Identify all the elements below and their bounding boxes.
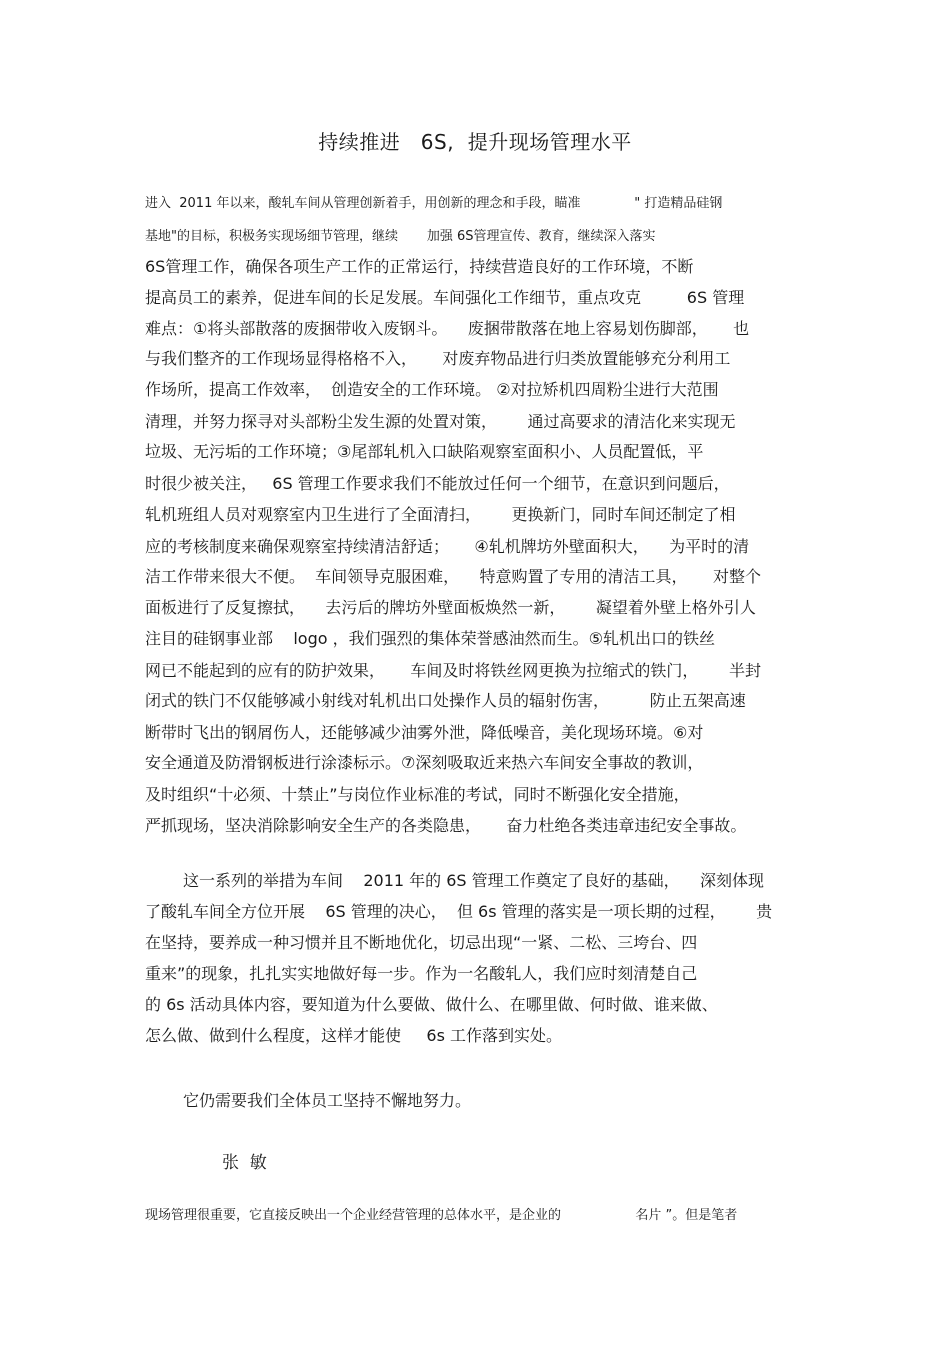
paragraph-line: 网已不能起到的应有的防护效果， 车间及时将铁丝网更换为拉缩式的铁门， 半封 [145, 661, 761, 680]
paragraph-line: 在坚持，要养成一种习惯并且不断地优化，切忌出现“一紧、二松、三垮台、四 [145, 933, 698, 952]
paragraph-line: 洁工作带来很大不便。 车间领导克服困难， 特意购置了专用的清洁工具， 对整个 [145, 567, 761, 586]
paragraph-line: 6S管理工作，确保各项生产工作的正常运行，持续营造良好的工作环境，不断 [145, 257, 694, 276]
paragraph-line: 的 6s 活动具体内容，要知道为什么要做、做什么、在哪里做、何时做、谁来做、 [145, 995, 718, 1014]
paragraph-line: 基地"的目标，积极务实现场细节管理，继续 加强 6S管理宣传、教育，继续深入落实 [145, 229, 656, 244]
paragraph-line: 及时组织“十必须、十禁止”与岗位作业标准的考试，同时不断强化安全措施， [145, 785, 690, 804]
paragraph-line: 怎么做、做到什么程度，这样才能使 6s 工作落到实处。 [145, 1026, 563, 1045]
paragraph-line: 严抓现场，坚决消除影响安全生产的各类隐患， 奋力杜绝各类违章违纪安全事故。 [145, 816, 747, 835]
paragraph-line: 提高员工的素养，促进车间的长足发展。车间强化工作细节，重点攻克 6S 管理 [145, 288, 745, 307]
paragraph-line: 安全通道及防滑钢板进行涂漆标示。⑦深刻吸取近来热六车间安全事故的教训， [145, 753, 704, 772]
paragraph-line: 进入 2011 年以来，酸轧车间从管理创新着手，用创新的理念和手段，瞄准 " 打造精品硅钢 [145, 196, 723, 211]
paragraph-4: 现场管理很重要，它直接反映出一个企业经营管理的总体水平，是企业的 名片 ”。但是笔者 [145, 1208, 738, 1223]
document-title: 持续推进 6S, 提升现场管理水平 [318, 130, 632, 154]
paragraph-line: 时很少被关注， 6S 管理工作要求我们不能放过任何一个细节，在意识到问题后， [145, 474, 730, 493]
paragraph-line: 闭式的铁门不仅能够减小射线对轧机出口处操作人员的辐射伤害， 防止五架高速 [145, 691, 746, 710]
paragraph-line: 应的考核制度来确保观察室持续清洁舒适； ④轧机牌坊外壁面积大， 为平时的清 [145, 537, 750, 556]
paragraph-line: 重来”的现象，扎扎实实地做好每一步。作为一名酸轧人，我们应时刻清楚自己 [145, 964, 698, 983]
paragraph-line: 作场所，提高工作效率， 创造安全的工作环境。 ②对拉矫机四周粉尘进行大范围 [145, 380, 719, 399]
paragraph-line: 轧机班组人员对观察室内卫生进行了全面清扫， 更换新门，同时车间还制定了相 [145, 505, 736, 524]
paragraph-line: 垃圾、无污垢的工作环境；③尾部轧机入口缺陷观察室面积小、人员配置低，平 [145, 442, 704, 461]
paragraph-line: 了酸轧车间全方位开展 6S 管理的决心， 但 6s 管理的落实是一项长期的过程， 贵 [145, 902, 773, 921]
paragraph-line: 这一系列的举措为车间 2011 年的 6S 管理工作奠定了良好的基础， 深刻体现 [183, 871, 765, 890]
paragraph-line: 难点：①将头部散落的废捆带收入废钢斗。 废捆带散落在地上容易划伤脚部， 也 [145, 319, 750, 338]
paragraph-line: 注目的硅钢事业部 logo ，我们强烈的集体荣誉感油然而生。⑤轧机出口的铁丝 [145, 629, 715, 648]
paragraph-line: 断带时飞出的钢屑伤人，还能够减少油雾外泄，降低噪音，美化现场环境。⑥对 [145, 723, 704, 742]
paragraph-line: 清理，并努力探寻对头部粉尘发生源的处置对策， 通过高要求的清洁化来实现无 [145, 412, 736, 431]
paragraph-line: 与我们整齐的工作现场显得格格不入， 对废弃物品进行归类放置能够充分利用工 [145, 349, 731, 368]
author-name: 张 敏 [222, 1153, 267, 1173]
paragraph-3: 它仍需要我们全体员工坚持不懈地努力。 [183, 1091, 472, 1110]
paragraph-line: 面板进行了反复擦拭， 去污后的牌坊外壁面板焕然一新， 凝望着外壁上格外引人 [145, 598, 756, 617]
